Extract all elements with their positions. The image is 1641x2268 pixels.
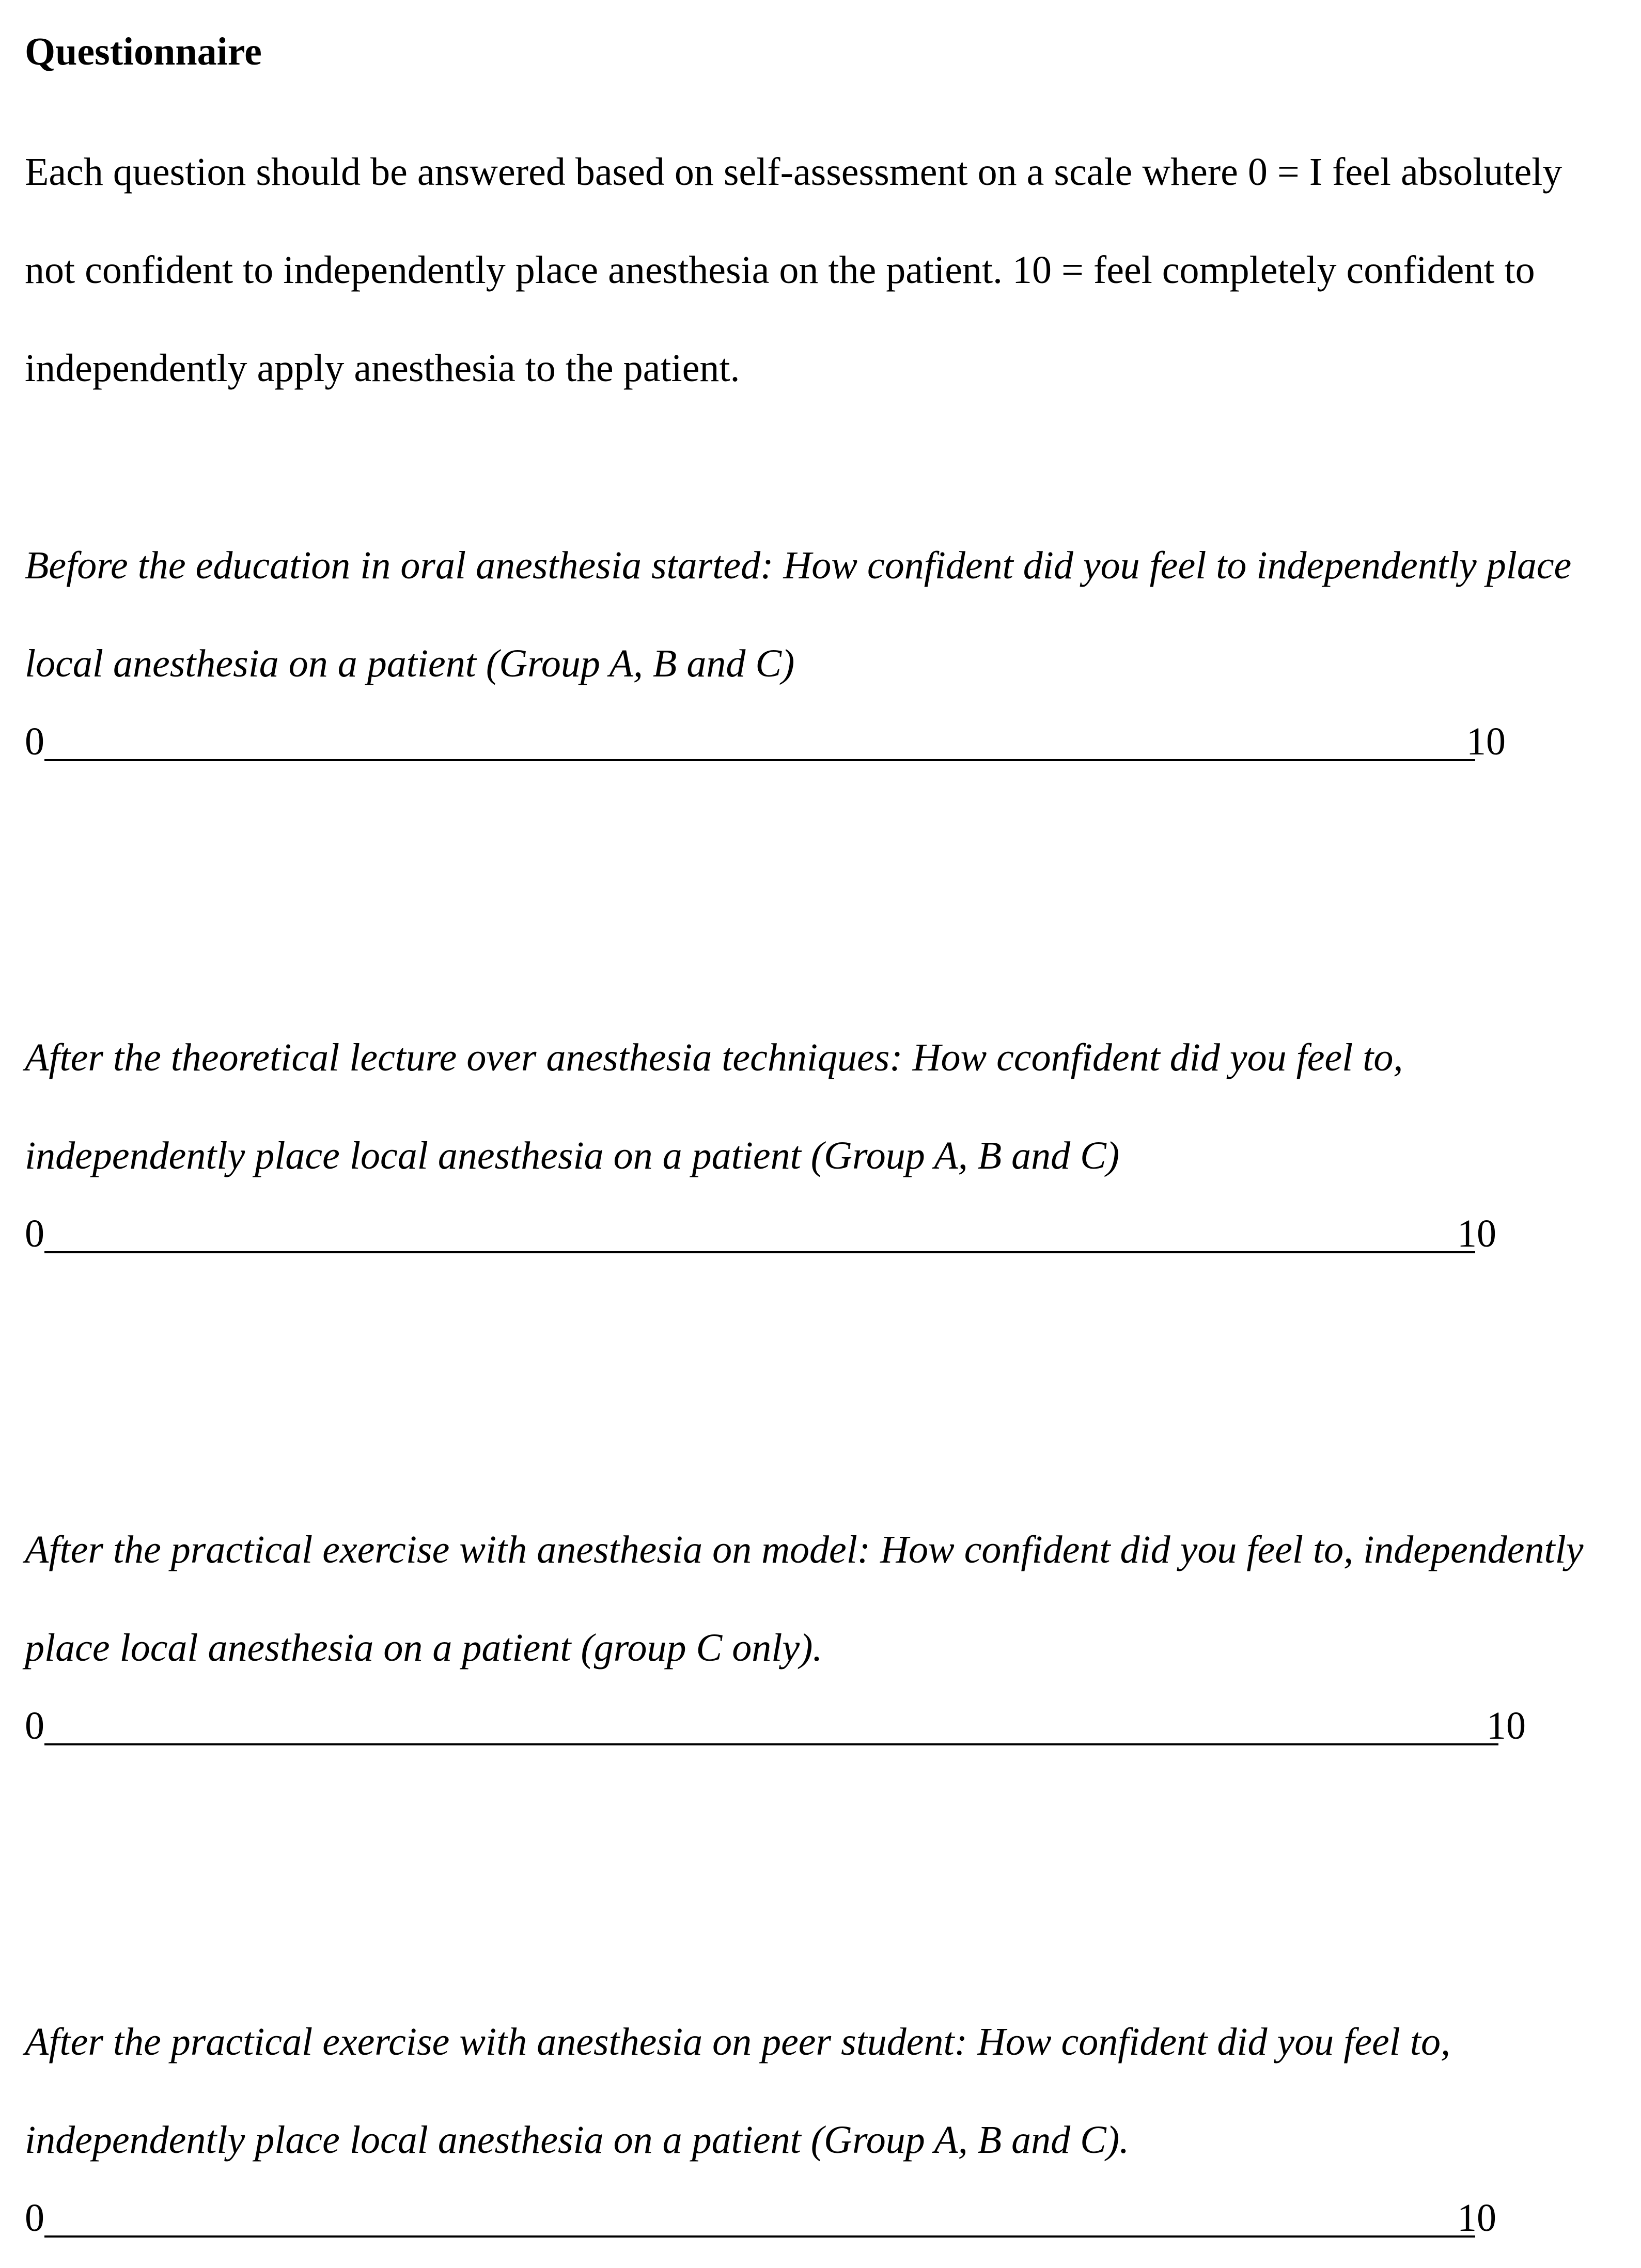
scale-answer-line[interactable]	[44, 2235, 1475, 2238]
scale-max-label: 10	[1487, 1704, 1526, 1747]
instructions-paragraph	[25, 123, 1621, 417]
scale-answer-line[interactable]	[44, 1251, 1475, 1253]
instructions-line: independently apply anesthesia to the patient.	[25, 346, 740, 390]
page-title: Questionnaire	[25, 30, 262, 73]
question-line: place local anesthesia on a patient (group C only).	[25, 1626, 823, 1670]
scale-min-label: 0	[25, 2196, 44, 2240]
instructions-line: not confident to independently place anesthesia on the patient. 10 = feel completely confident to	[25, 248, 1535, 292]
question-line: After the practical exercise with anesthesia on peer student: How confident did you feel to,	[25, 2020, 1451, 2064]
question-line: independently place local anesthesia on a patient (Group A, B and C).	[25, 2118, 1130, 2162]
scale-max-label: 10	[1457, 2196, 1496, 2240]
scale-max-label: 10	[1457, 1212, 1496, 1255]
question-line: Before the education in oral anesthesia started: How confident did you feel to independently place	[25, 544, 1572, 587]
question-4-text	[25, 1993, 1631, 2189]
instructions-line: Each question should be answered based on self-assessment on a scale where 0 = I feel absolutely	[25, 150, 1562, 194]
scale-max-label: 10	[1466, 720, 1506, 763]
question-line: After the theoretical lecture over anesthesia techniques: How cconfident did you feel to,	[25, 1036, 1403, 1079]
scale-min-label: 0	[25, 1704, 44, 1747]
question-1-text	[25, 516, 1631, 713]
question-line: After the practical exercise with anesthesia on model: How confident did you feel to, independently	[25, 1528, 1584, 1571]
question-2-text	[25, 1009, 1631, 1205]
scale-min-label: 0	[25, 1212, 44, 1255]
question-line: local anesthesia on a patient (Group A, B and C)	[25, 642, 795, 685]
question-line: independently place local anesthesia on a patient (Group A, B and C)	[25, 1134, 1120, 1177]
scale-answer-line[interactable]	[44, 1743, 1498, 1745]
scale-answer-line[interactable]	[44, 759, 1475, 761]
question-3-text	[25, 1501, 1631, 1697]
scale-min-label: 0	[25, 720, 44, 763]
